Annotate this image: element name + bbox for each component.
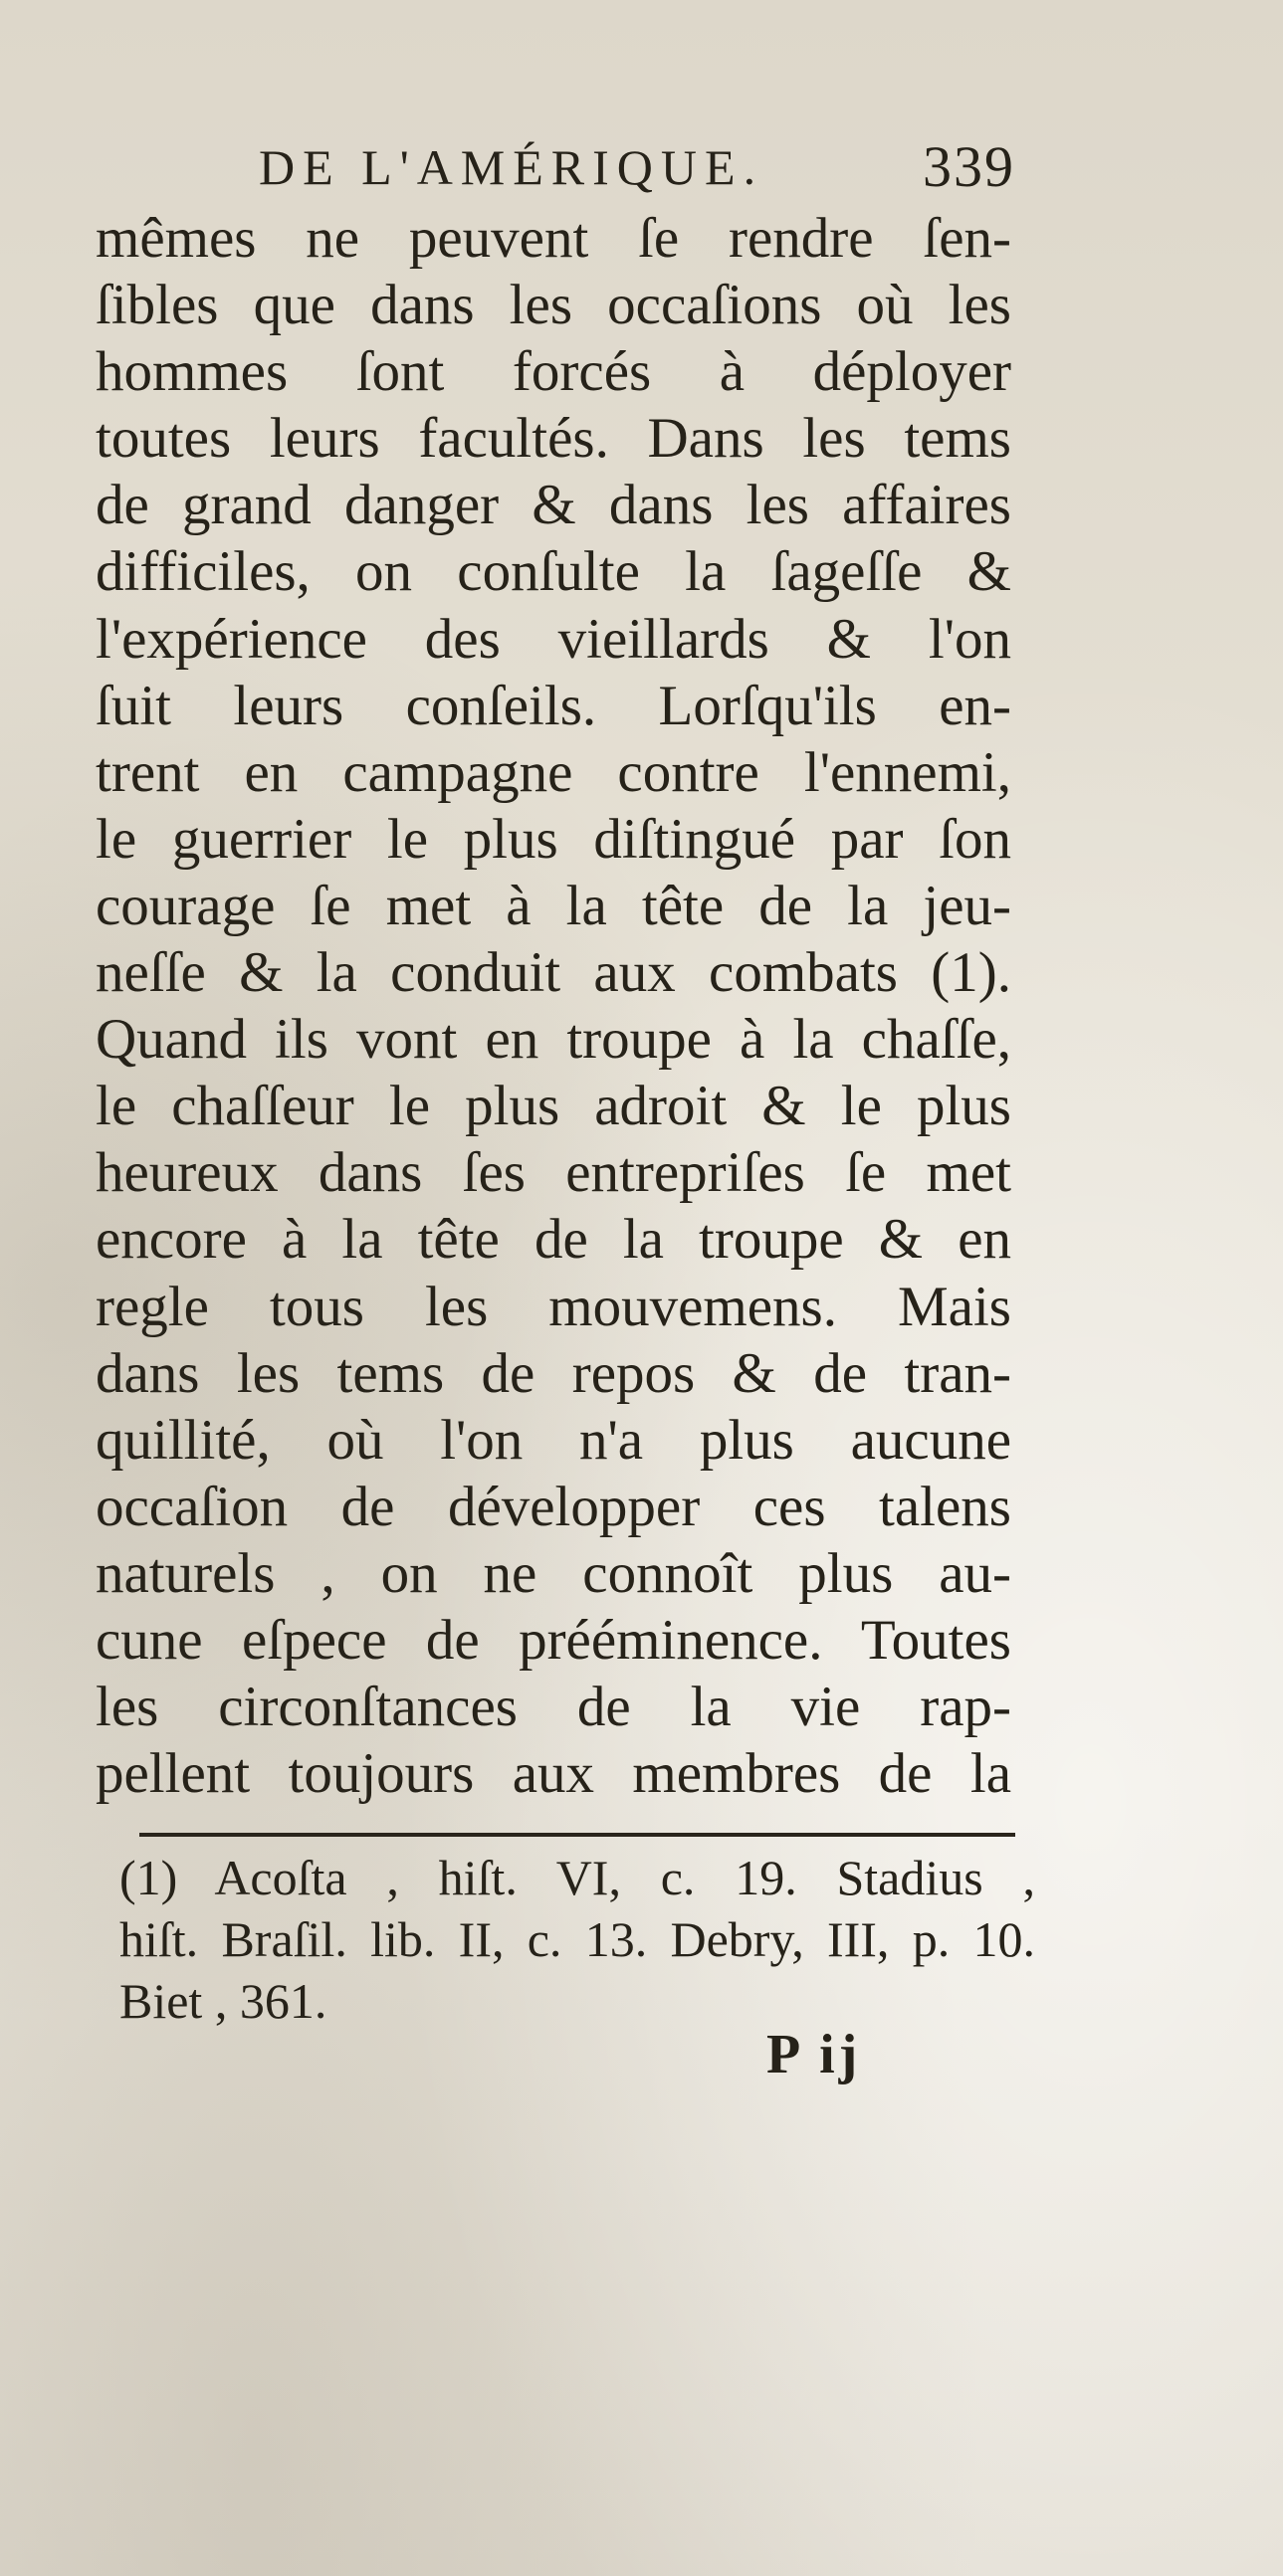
- text-line: Quand ils vont en troupe à la chaſſe,: [96, 1008, 1011, 1072]
- text-line: ſuit leurs conſeils. Lorſqu'ils en-: [96, 674, 1011, 737]
- text-line: l'expérience des vieillards & l'on: [96, 607, 1011, 671]
- footnote-rule: [139, 1833, 1015, 1837]
- text-line: mêmes ne peuvent ſe rendre ſen-: [96, 207, 1011, 270]
- page-number: 339: [923, 134, 1015, 199]
- text-line: occaſion de développer ces talens: [96, 1475, 1011, 1538]
- text-line: regle tous les mouvemens. Mais: [96, 1275, 1011, 1338]
- text-line: ſibles que dans les occaſions où les: [96, 274, 1011, 337]
- text-line: le guerrier le plus diſtingué par ſon: [96, 807, 1011, 871]
- footnote: [119, 1847, 1035, 2032]
- signature-mark: P ij: [766, 2024, 862, 2085]
- footnote-line: hiſt. Braſil. lib. II, c. 13. Debry, III, p. 10.: [119, 1911, 1035, 1967]
- text-line: hommes ſont forcés à déployer: [96, 340, 1011, 404]
- text-line: le chaſſeur le plus adroit & le plus: [96, 1075, 1011, 1138]
- footnote-line: (1) Acoſta , hiſt. VI, c. 19. Stadius ,: [119, 1850, 1035, 1905]
- text-line: quillité, où l'on n'a plus aucune: [96, 1408, 1011, 1472]
- text-line: cune eſpece de prééminence. Toutes: [96, 1608, 1011, 1672]
- text-line: naturels , on ne connoît plus au-: [96, 1541, 1011, 1605]
- text-line: difficiles, on conſulte la ſageſſe &: [96, 540, 1011, 604]
- text-line: toutes leurs facultés. Dans les tems: [96, 407, 1011, 471]
- text-line: neſſe & la conduit aux combats (1).: [96, 941, 1011, 1005]
- footnote-line: Biet , 361.: [119, 1973, 327, 2029]
- text-line: trent en campagne contre l'ennemi,: [96, 740, 1011, 804]
- text-line: dans les tems de repos & de tran-: [96, 1341, 1011, 1405]
- text-line: encore à la tête de la troupe & en: [96, 1208, 1011, 1272]
- body-text: [96, 205, 1011, 1807]
- running-head: [259, 127, 1015, 207]
- text-line: heureux dans ſes entrepriſes ſe met: [96, 1141, 1011, 1205]
- text-line: pellent toujours aux membres de la: [96, 1742, 1011, 1806]
- text-line: les circonſtances de la vie rap-: [96, 1676, 1011, 1739]
- running-title: DE L'AMÉRIQUE.: [259, 139, 764, 195]
- text-line: de grand danger & dans les affaires: [96, 474, 1011, 537]
- text-line: courage ſe met à la tête de la jeu-: [96, 874, 1011, 937]
